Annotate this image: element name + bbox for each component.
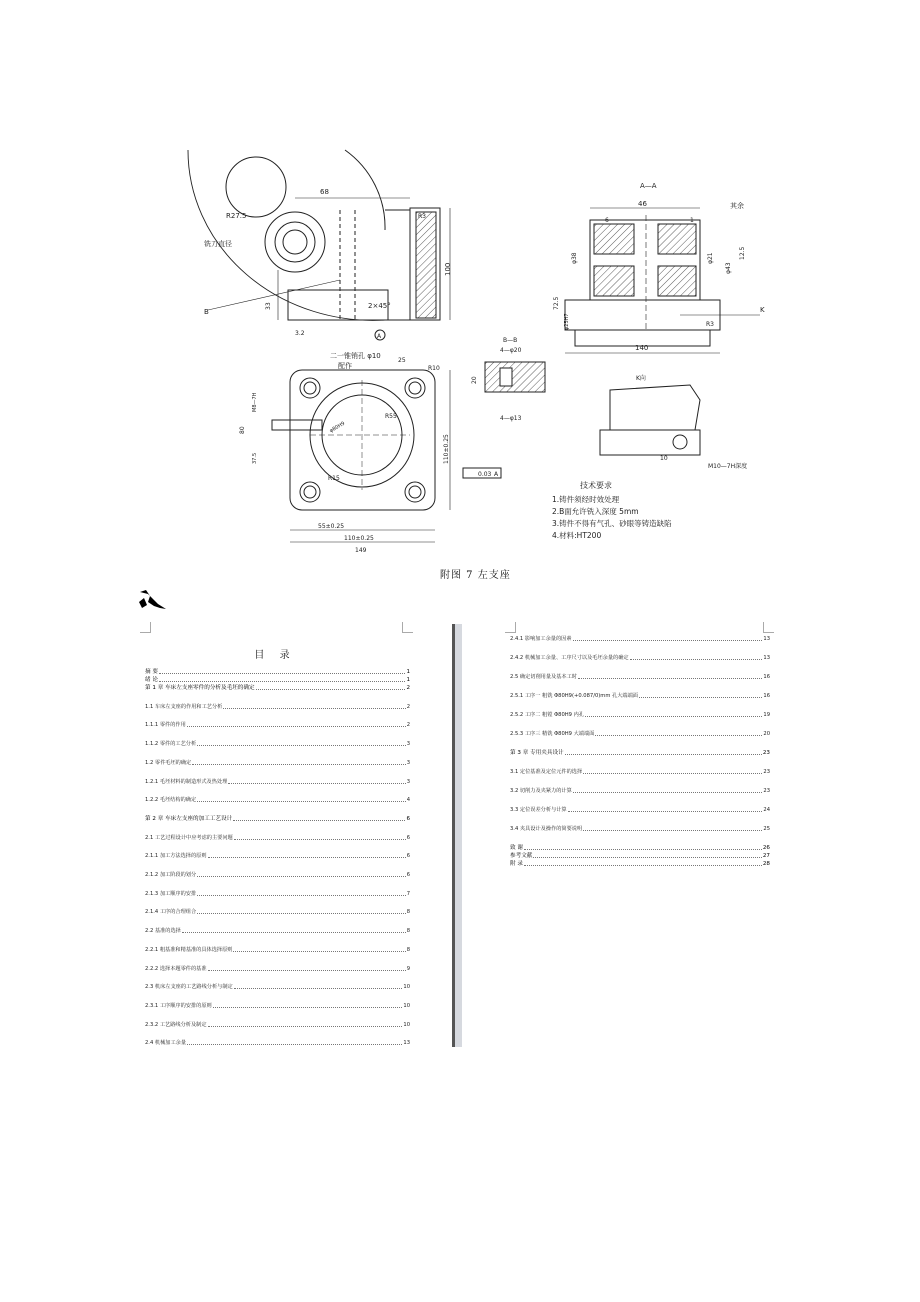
tolerance-ref: A (494, 471, 499, 478)
front-view (188, 150, 452, 340)
toc-entry-page: 16 (763, 674, 770, 680)
toc-leader-dots (159, 681, 405, 682)
toc-entry-page: 26 (762, 845, 770, 851)
toc-entry[interactable] (145, 984, 410, 990)
toc-entry-label: 2.5.2 工序二 粗镗 Φ80H9 内孔 (510, 712, 584, 718)
toc-leader-dots (568, 811, 763, 812)
toc-leader-dots (223, 708, 405, 709)
toc-leader-dots (573, 792, 763, 793)
toc-leader-dots (585, 716, 762, 717)
toc-entry[interactable] (510, 788, 770, 794)
label-r3-top: R3 (418, 213, 426, 220)
toc-entry[interactable] (145, 928, 410, 934)
toc-entry-label: 2.1 工艺过程设计中应考虑的主要问题 (145, 834, 233, 841)
toc-entry-page: 10 (403, 984, 410, 991)
toc-entry-label: 致 谢 (510, 845, 523, 851)
tolerance-value: 0.03 (478, 471, 492, 478)
toc-leader-dots (213, 1007, 403, 1008)
toc-entry-label: 1.2 零件毛坯的确定 (145, 759, 192, 766)
requirements (552, 480, 672, 540)
dim-140: 140 (635, 344, 649, 352)
toc-entry-label: 摘 要 (145, 669, 158, 675)
label-cutter: 铣刀直径 (204, 240, 232, 248)
toc-leader-dots (192, 764, 405, 765)
section-a-a (553, 182, 765, 353)
dim-phi38: φ38 (571, 252, 578, 264)
label-peizuo: 配作 (338, 362, 352, 370)
toc-leader-dots (234, 988, 403, 989)
toc-entry-label: 2.3.1 工序顺序的安排的原则 (145, 1002, 212, 1009)
toc-leader-dots (197, 745, 406, 746)
label-chamfer: 2×45° (368, 302, 391, 310)
toc-entry-label: 2.4.2 机械加工余量、工序尺寸以及毛坯余量的确定 (510, 655, 629, 661)
toc-entry-label: 3.3 定位误差分析与计算 (510, 807, 567, 813)
toc-leader-dots (208, 857, 406, 858)
toc-entry-label: 2.4.1 影响加工余量的因素 (510, 636, 572, 642)
toc-leader-dots (524, 865, 762, 866)
dim-80: 80 (239, 426, 246, 434)
label-pin: 二一锥销孔 φ10 (330, 352, 381, 360)
section-b-b (471, 337, 545, 422)
toc-entry-label: 2.5 确定切削用量及基本工时 (510, 674, 577, 680)
toc-entry-page: 20 (763, 731, 770, 737)
toc-entry-page: 24 (763, 807, 770, 813)
requirement-4: 4.材料:HT200 (552, 531, 602, 540)
page-corner-mark (140, 622, 151, 633)
figure-caption: 附图 7 左支座 (440, 570, 511, 581)
toc-leader-dots (197, 876, 406, 877)
toc-entry[interactable] (145, 891, 410, 897)
toc-leader-dots (639, 697, 762, 698)
toc-entry[interactable] (510, 750, 770, 756)
page-corner-mark (402, 622, 413, 633)
top-view (239, 351, 501, 554)
toc-entry-label: 3.2 切削力及夹紧力的计算 (510, 788, 572, 794)
toc-entry-page: 10 (403, 1002, 410, 1009)
toc-entry-label: 1.2.1 毛坯材料的制造形式及热处理 (145, 778, 228, 785)
label-holes13: 4—φ13 (500, 415, 522, 422)
scan-artifact (138, 588, 168, 610)
toc-entry-label: 1.2.2 毛坯结构的确定 (145, 797, 197, 804)
toc-leader-dots (233, 820, 405, 821)
toc-entry[interactable] (145, 816, 410, 822)
toc-entry[interactable] (510, 853, 770, 859)
toc-entry[interactable] (145, 779, 410, 785)
toc-entry-label: 2.2.1 粗基准和精基准的具体选择原则 (145, 946, 233, 953)
label-phi80: φ80H9 (328, 420, 347, 435)
label-m10: M10—7H深度 (708, 463, 748, 470)
toc-entry-label: 2.3 机床左支座的工艺路线分析与制定 (145, 984, 233, 991)
toc-entry[interactable] (510, 712, 770, 718)
toc-entry-label: 第 2 章 车床左支座的加工工艺设计 (145, 815, 233, 822)
dim-phi43: φ43 (725, 262, 732, 274)
toc-entry[interactable] (145, 909, 410, 915)
label-r15: R15 (328, 475, 340, 482)
toc-entry-page: 23 (763, 788, 770, 794)
toc-entry-page: 6 (406, 872, 410, 878)
toc-entry[interactable] (145, 872, 410, 878)
toc-entry-page: 1 (406, 677, 410, 683)
dim-1: 1 (690, 217, 694, 224)
toc-leader-dots (583, 830, 762, 831)
toc-leader-dots (197, 801, 406, 802)
toc-entry-page: 3 (406, 759, 410, 766)
toc-entry-page: 2 (406, 722, 410, 729)
toc-entry-label: 2.1.4 工序的合理组合 (145, 909, 197, 916)
label-r275: R27.5 (226, 212, 247, 220)
dim-72-5: 72.5 (553, 296, 560, 310)
dim-68: 68 (320, 188, 329, 196)
toc-entry-page: 7 (406, 890, 410, 897)
toc-entry[interactable] (145, 1022, 410, 1028)
toc-entry-page: 23 (762, 750, 770, 756)
dim-6: 6 (605, 217, 609, 224)
toc-entry-page: 1 (406, 669, 410, 675)
toc-entry-page: 19 (763, 712, 770, 718)
toc-page-right (505, 624, 770, 1044)
dim-20: 20 (471, 376, 478, 384)
toc-entry[interactable] (510, 731, 770, 737)
toc-entry-page: 2 (406, 703, 410, 710)
label-rest: 其余 (730, 202, 744, 210)
toc-entry-label: 1.1.1 零件的作用 (145, 722, 186, 729)
toc-entry-label: 3.1 定位基准及定位元件的选择 (510, 769, 583, 775)
toc-entry-page: 13 (763, 655, 770, 661)
toc-entry-label: 2.2.2 选择本题零件的基准 (145, 965, 207, 972)
toc-entry-page: 4 (406, 797, 410, 804)
toc-entry[interactable] (510, 826, 770, 832)
toc-entry-page: 6 (406, 815, 410, 822)
toc-entry-page: 25 (763, 826, 770, 832)
toc-entry[interactable] (145, 947, 410, 953)
toc-entry-page: 3 (406, 778, 410, 785)
toc-leader-dots (234, 839, 406, 840)
toc-entry[interactable] (510, 674, 770, 680)
requirement-2: 2.B面允许铣入深度 5mm (552, 507, 639, 516)
toc-leader-dots (159, 673, 405, 674)
toc-entry-label: 2.2 基准的选择 (145, 928, 181, 935)
toc-entry-page: 3 (406, 741, 410, 748)
toc-entry[interactable] (145, 853, 410, 859)
dim-149: 149 (355, 547, 367, 554)
toc-entry-page: 8 (406, 909, 410, 916)
toc-entry[interactable] (145, 966, 410, 972)
toc-entry-label: 2.4 机械加工余量 (145, 1040, 187, 1047)
toc-leader-dots (208, 970, 406, 971)
toc-entry-label: 绪 论 (145, 677, 158, 683)
toc-entry[interactable] (510, 636, 770, 642)
dim-110: 110±0.25 (443, 434, 450, 464)
toc-entry[interactable] (510, 769, 770, 775)
toc-entry[interactable] (145, 741, 410, 747)
toc-leader-dots (187, 726, 406, 727)
toc-entry[interactable] (510, 655, 770, 661)
section-bb-title: B—B (503, 337, 518, 344)
toc-entry[interactable] (145, 722, 410, 728)
dim-110b: 110±0.25 (344, 535, 374, 542)
toc-entry-label: 2.5.1 工序一 粗铣 Φ80H9(+0.087/0)mm 孔大端端面 (510, 693, 638, 699)
toc-entry[interactable] (145, 1003, 410, 1009)
dim-55: 55±0.25 (318, 523, 345, 530)
label-holes20: 4—φ20 (500, 347, 522, 354)
label-r55: R55 (385, 413, 397, 420)
toc-leader-dots (565, 754, 762, 755)
toc-entry[interactable] (510, 861, 770, 867)
toc-entry-page: 16 (763, 693, 770, 699)
toc-leader-dots (187, 1044, 402, 1045)
toc-entry-label: 参考文献 (510, 853, 533, 859)
dim-12-5: 12.5 (739, 246, 746, 260)
toc-entry-page: 6 (406, 834, 410, 841)
toc-entry-label: 1.1.2 零件的工艺分析 (145, 741, 197, 748)
toc-entry[interactable] (145, 704, 410, 710)
toc-leader-dots (233, 951, 405, 952)
toc-leader-dots (533, 857, 761, 858)
engineering-drawing (160, 130, 780, 590)
toc-title: 目 录 (254, 650, 296, 661)
toc-entry[interactable] (510, 845, 770, 851)
toc-entry-page: 6 (406, 853, 410, 860)
toc-leader-dots (573, 640, 763, 641)
toc-leader-dots (256, 689, 406, 690)
toc-leader-dots (630, 659, 763, 660)
dim-46: 46 (638, 200, 647, 208)
toc-entry[interactable] (145, 797, 410, 803)
toc-entry-label: 附 录 (510, 861, 523, 867)
k-view-title: K向 (636, 375, 646, 382)
toc-entry-label: 2.1.1 加工方法选择的原则 (145, 853, 207, 860)
toc-entry-page: 23 (763, 769, 770, 775)
page-corner-mark (763, 622, 774, 633)
requirement-1: 1.铸件须经时效处理 (552, 495, 620, 504)
toc-entry[interactable] (145, 1040, 410, 1046)
label-r10: R10 (428, 365, 440, 372)
dim-phi21: φ21 (707, 252, 714, 264)
requirement-3: 3.铸件不得有气孔、砂眼等铸造缺陷 (552, 519, 672, 528)
toc-entry-page: 10 (403, 1021, 410, 1028)
toc-entry-label: 2.3.2 工艺路线分析及制定 (145, 1021, 207, 1028)
dim-100: 100 (444, 262, 452, 276)
toc-leader-dots (197, 895, 406, 896)
toc-leader-dots (583, 773, 762, 774)
toc-page-left (140, 624, 410, 1047)
page-corner-mark (505, 622, 516, 633)
toc-entry-page: 8 (406, 928, 410, 935)
toc-entry-label: 1.1 车床左支座的作用和工艺分析 (145, 703, 223, 710)
toc-entry[interactable] (145, 835, 410, 841)
label-r3-right: R3 (706, 321, 714, 328)
toc-leader-dots (208, 1026, 403, 1027)
label-rough: 3.2 (295, 330, 305, 337)
toc-leader-dots (197, 913, 406, 914)
label-m8: M8—7H (252, 392, 258, 412)
toc-entry-page: 27 (762, 853, 770, 859)
dim-37-5: 37.5 (252, 452, 258, 464)
toc-entry-page: 8 (406, 946, 410, 953)
section-aa-title: A—A (640, 182, 657, 190)
toc-leader-dots (182, 932, 406, 933)
dim-25: 25 (398, 357, 406, 364)
toc-entry-page: 2 (406, 685, 410, 691)
page-divider (452, 624, 462, 1047)
dim-33: 33 (265, 302, 272, 310)
toc-entry-label: 第 3 章 专用夹具设计 (510, 750, 564, 756)
requirements-title: 技术要求 (580, 481, 612, 490)
toc-entry[interactable] (145, 685, 410, 691)
toc-entry-page: 28 (762, 861, 770, 867)
label-a-circle: A (377, 333, 382, 340)
toc-entry[interactable] (510, 693, 770, 699)
toc-entry-label: 2.1.2 加工阶段的划分 (145, 872, 197, 878)
toc-entry-page: 13 (403, 1040, 410, 1047)
toc-leader-dots (228, 783, 405, 784)
toc-entry-label: 2.1.3 加工顺序的安排 (145, 890, 197, 897)
toc-leader-dots (595, 735, 762, 736)
toc-entry[interactable] (145, 669, 410, 675)
label-b: B (204, 308, 209, 316)
toc-leader-dots (578, 678, 762, 679)
toc-entry-label: 2.5.3 工序三 精铣 Φ80H9 大端端面 (510, 731, 595, 737)
dim-10: 10 (660, 455, 668, 462)
toc-entry[interactable] (145, 760, 410, 766)
toc-entry-page: 13 (763, 636, 770, 642)
toc-leader-dots (524, 849, 762, 850)
toc-entry-page: 9 (406, 965, 410, 972)
toc-entry-label: 3.4 夹具设计及操作的简要说明 (510, 826, 583, 832)
toc-entry[interactable] (510, 807, 770, 813)
toc-entry-label: 第 1 章 车床左支座零件的分析及毛坯的确定 (145, 685, 255, 691)
toc-entry[interactable] (145, 677, 410, 683)
dim-phi25: φ25H7 (564, 313, 570, 330)
k-view (600, 374, 747, 470)
label-k: K (760, 306, 765, 314)
